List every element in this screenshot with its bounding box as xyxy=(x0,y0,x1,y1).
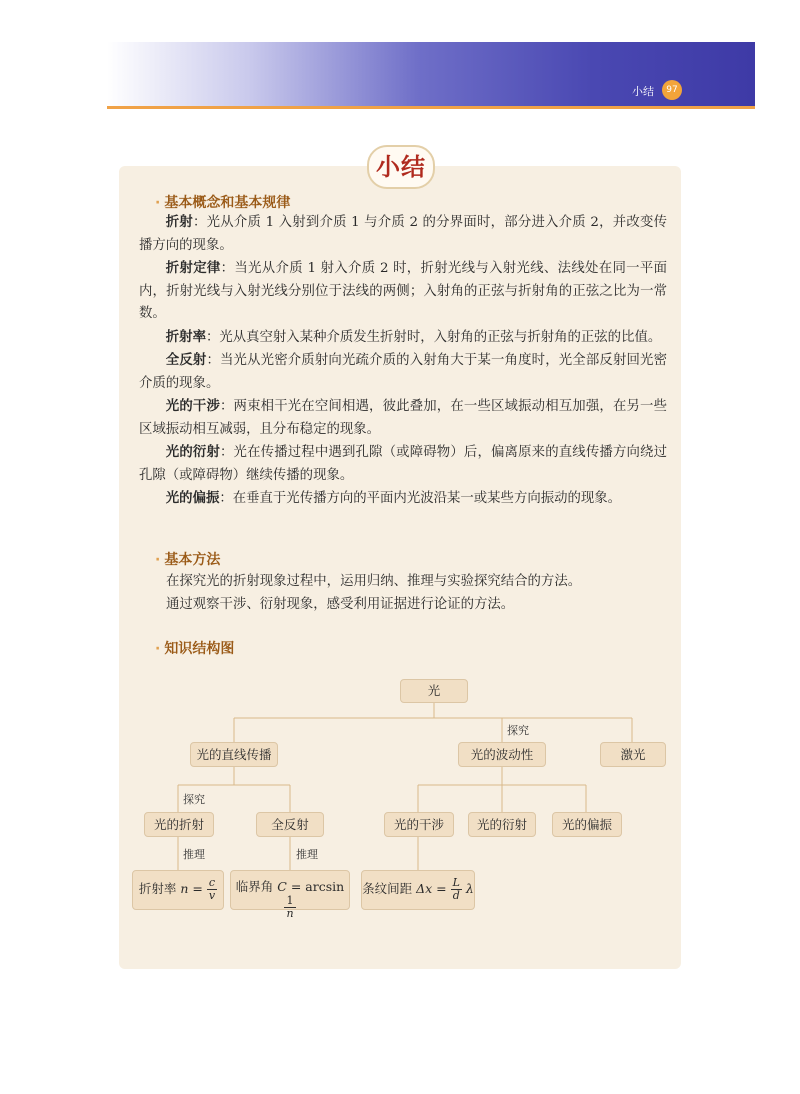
concept-paragraph: 光的衍射：光在传播过程中遇到孔隙（或障碍物）后，偏离原来的直线传播方向绕过孔隙（或障碍物）继续传播的现象。 xyxy=(139,444,667,483)
bullet-icon: · xyxy=(155,641,161,657)
node-total-reflection: 全反射 xyxy=(256,812,324,837)
fraction: $\frac{L}{d}$ xyxy=(452,876,460,902)
method-line: 在探究光的折射现象过程中，运用归纳、推理与实验探究结合的方法。 xyxy=(166,574,582,589)
concept-paragraph: 折射：光从介质 1 入射到介质 1 与介质 2 的分界面时，部分进入介质 2，并改变传播方向的现象。 xyxy=(139,214,667,253)
section-heading-basic: · 基本概念和基本规律 xyxy=(155,195,291,211)
page-number-badge: 97 xyxy=(662,80,682,100)
node-refraction: 光的折射 xyxy=(144,812,214,837)
bullet-icon: · xyxy=(155,552,161,568)
concept-paragraph: 折射定律：当光从介质 1 射入介质 2 时，折射光线与入射光线、法线处在同一平面内，折射光线与入射光线分别位于法线的两侧；入射角的正弦与折射角的正弦之比为一常数。 xyxy=(139,260,667,321)
node-wave-nature: 光的波动性 xyxy=(458,742,546,767)
concept-paragraph: 折射率：光从真空射入某种介质发生折射时，入射角的正弦与折射角的正弦的比值。 xyxy=(165,328,662,345)
bullet-icon: · xyxy=(155,195,161,211)
edge-label-reasoning: 推理 xyxy=(296,848,318,861)
formula-refractive-index: 折射率 n = $\frac{c}{v}$ xyxy=(132,870,224,910)
concept-paragraph: 全反射：当光从光密介质射向光疏介质的入射角大于某一角度时，光全部反射回光密介质的现象。 xyxy=(139,352,668,391)
node-polarization: 光的偏振 xyxy=(552,812,622,837)
concept-paragraph: 光的干涉：两束相干光在空间相遇，彼此叠加，在一些区域振动相互加强，在另一些区域振动相互减弱，且分布稳定的现象。 xyxy=(139,398,667,437)
section-heading-structure: · 知识结构图 xyxy=(155,641,235,657)
edge-label-reasoning: 推理 xyxy=(183,848,205,861)
fraction: $\frac{c}{v}$ xyxy=(208,876,216,902)
node-laser: 激光 xyxy=(600,742,666,767)
header-chapter-title: 小结 xyxy=(632,85,654,98)
formula-fringe-spacing: 条纹间距 Δx = $\frac{L}{d}$ λ xyxy=(361,870,475,910)
edge-label-explore: 探究 xyxy=(507,724,529,737)
edge-label-explore: 探究 xyxy=(183,793,205,806)
formula-critical-angle: 临界角 C = arcsin $\frac{1}{n}$ xyxy=(230,870,350,910)
node-light: 光 xyxy=(400,679,468,703)
node-interference: 光的干涉 xyxy=(384,812,454,837)
section-heading-methods: · 基本方法 xyxy=(155,552,221,568)
fraction: $\frac{1}{n}$ xyxy=(286,894,294,920)
concept-paragraph: 光的偏振：在垂直于光传播方向的平面内光波沿某一或某些方向振动的现象。 xyxy=(165,490,622,506)
node-rectilinear-propagation: 光的直线传播 xyxy=(190,742,278,767)
node-diffraction: 光的衍射 xyxy=(468,812,536,837)
summary-title: 小结 xyxy=(367,145,435,189)
method-line: 通过观察干涉、衍射现象，感受利用证据进行论证的方法。 xyxy=(166,596,515,612)
